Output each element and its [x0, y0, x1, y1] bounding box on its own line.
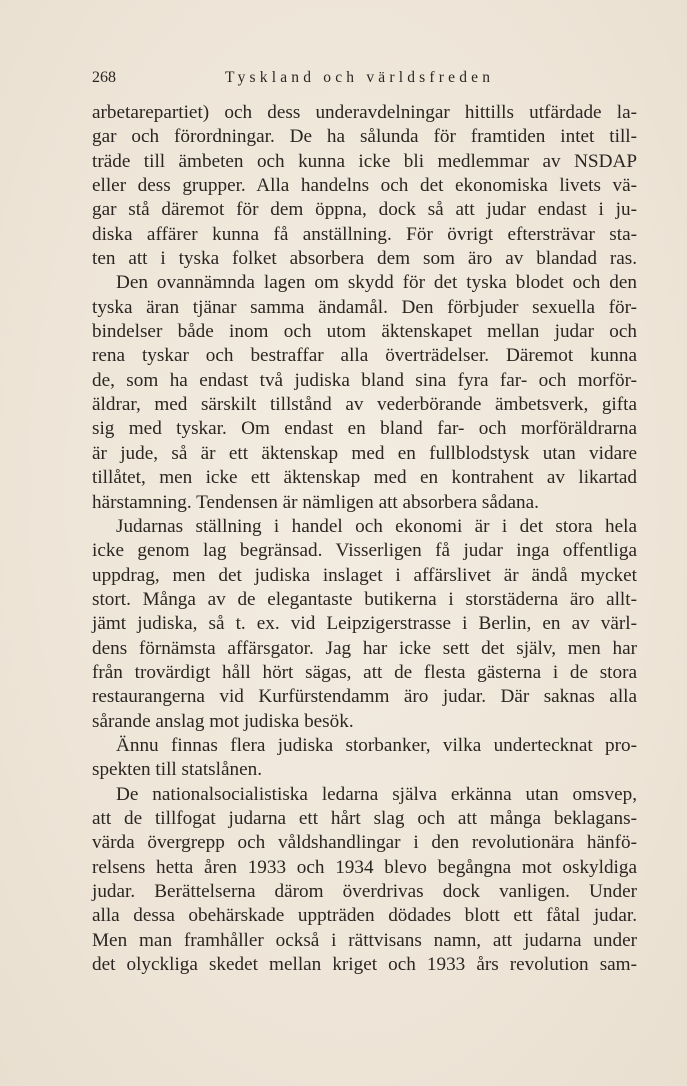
text-line: uppdrag, men det judiska inslaget i affärslivet är ändå mycket [92, 564, 637, 586]
paragraph [92, 271, 637, 514]
text-line: restaurangerna vid Kurfürstendamm äro judar. Där saknas alla [92, 686, 637, 708]
text-line: diska affärer kunna få anställning. För övrigt eftersträvar sta- [92, 223, 637, 245]
text-line: spekten till statslånen. [92, 759, 262, 781]
text-line: relsens hetta åren 1933 och 1934 blevo begångna mot oskyldiga [92, 856, 637, 878]
text-line: dens förnämsta affärsgator. Jag har icke sett det själv, men har [92, 637, 637, 659]
paragraph [92, 734, 637, 783]
text-line: eller dess grupper. Alla handelns och det ekonomiska livets vä- [92, 175, 637, 197]
text-line: äldrar, med särskilt tillstånd av vederbörande ämbetsverk, gifta [92, 394, 637, 416]
text-line: är jude, så är ett äktenskap med en fullblodstysk utan vidare [92, 442, 637, 464]
text-line: ten att i tyska folket absorbera dem som äro av blandad ras. [92, 248, 637, 270]
text-line: sig med tyskar. Om endast en bland far- och morföräldrarna [92, 418, 637, 440]
body-text [92, 101, 637, 977]
text-line: bindelser både inom och utom äktenskapet mellan judar och [92, 321, 637, 343]
page-header [92, 66, 637, 90]
text-line: de, som ha endast två judiska bland sina fyra far- och morför- [92, 369, 637, 391]
text-line: träde till ämbeten och kunna icke bli medlemmar av NSDAP [92, 150, 637, 172]
text-line: sårande anslag mot judiska besök. [92, 710, 354, 732]
text-line: arbetarepartiet) och dess underavdelningar hittills utfärdade la- [92, 102, 637, 123]
text-line: Den ovannämnda lagen om skydd för det tyska blodet och den [116, 272, 637, 294]
text-line: gar och förordningar. De ha sålunda för framtiden intet till- [92, 126, 637, 148]
paragraph [92, 515, 637, 734]
page-number: 268 [92, 69, 116, 86]
text-line: härstamning. Tendensen är nämligen att absorbera sådana. [92, 491, 539, 513]
text-line: rena tyskar och bestraffar alla överträdelser. Däremot kunna [92, 345, 637, 367]
text-line: Ännu finnas flera judiska storbanker, vilka undertecknat pro- [116, 734, 637, 756]
text-line: jämt judiska, så t. ex. vid Leipzigerstrasse i Berlin, en av värl- [92, 613, 637, 635]
text-line: det olyckliga skedet mellan kriget och 1933 års revolution sam- [92, 954, 637, 976]
text-line: stort. Många av de elegantaste butikerna i storstäderna äro allt- [92, 588, 637, 610]
text-line: tillåtet, men icke ett äktenskap med en kontrahent av likartad [92, 467, 637, 489]
text-line: Judarnas ställning i handel och ekonomi är i det stora hela [116, 515, 637, 537]
text-line: alla dessa obehärskade uppträden dödades blott ett fåtal judar. [92, 905, 637, 927]
running-title: Tyskland och världsfreden [225, 69, 495, 86]
text-line: icke genom lag begränsad. Visserligen få judar inga offentliga [92, 540, 637, 562]
text-line: att de tillfogat judarna ett hårt slag och att många beklagans- [92, 807, 637, 829]
paragraph [92, 101, 637, 271]
paragraph [92, 783, 637, 978]
text-line: gar stå däremot för dem öppna, dock så att judar endast i ju- [92, 199, 637, 221]
text-line: De nationalsocialistiska ledarna själva erkänna utan omsvep, [116, 783, 637, 805]
text-line: tyska äran tjänar samma ändamål. Den förbjuder sexuella för- [92, 296, 637, 318]
text-line: värda övergrepp och våldshandlingar i den revolutionära hänfö- [92, 832, 637, 854]
text-line: Men man framhåller också i rättvisans namn, att judarna under [92, 929, 637, 951]
text-line: judar. Berättelserna därom överdrivas dock vanligen. Under [92, 881, 637, 902]
text-line: från trovärdigt håll hört sägas, att de flesta gästerna i de stora [92, 661, 637, 683]
